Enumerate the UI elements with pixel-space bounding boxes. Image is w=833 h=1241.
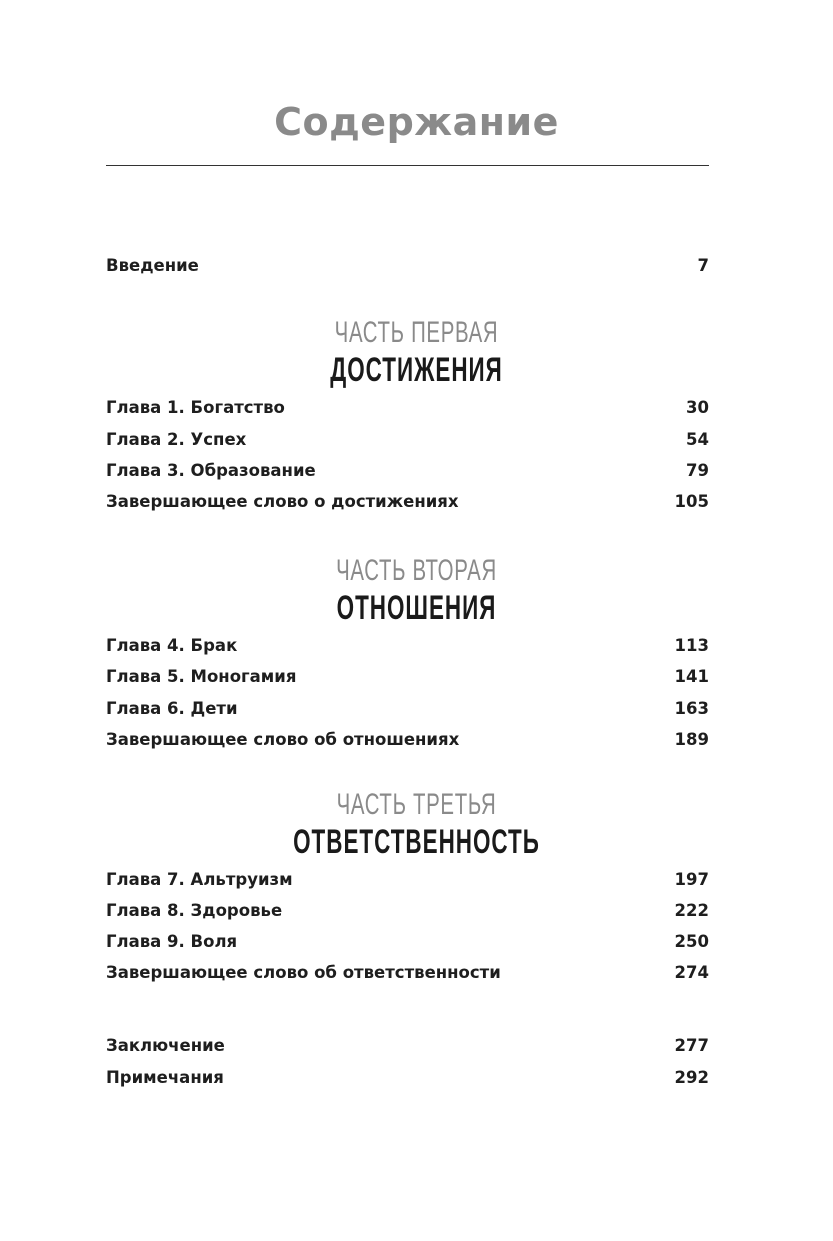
page-title: Содержание: [274, 100, 559, 144]
toc-entry-page: 189: [674, 729, 709, 749]
toc-entry-label: Завершающее слово об отношениях: [106, 729, 460, 749]
toc-entry-chapter-5[interactable]: [106, 663, 709, 689]
toc-entry-part-1-afterword[interactable]: [106, 488, 709, 514]
toc-entry-label: Примечания: [106, 1067, 224, 1087]
part-3-title: ОТВЕТСТВЕННОСТЬ: [293, 823, 540, 861]
toc-entry-label: Глава 8. Здоровье: [106, 900, 283, 920]
toc-entry-label: Завершающее слово о достижениях: [106, 491, 459, 511]
toc-entry-chapter-6[interactable]: [106, 695, 709, 721]
toc-entry-page: 250: [674, 931, 709, 951]
toc-entry-chapter-7[interactable]: [106, 866, 709, 892]
toc-entry-page: 54: [686, 429, 709, 449]
toc-entry-page: 7: [697, 255, 709, 275]
toc-entry-label: Глава 7. Альтруизм: [106, 869, 293, 889]
toc-entry-page: 274: [674, 962, 709, 982]
part-3-label: ЧАСТЬ ТРЕТЬЯ: [336, 788, 497, 821]
toc-entry-chapter-2[interactable]: [106, 426, 709, 452]
toc-entry-page: 222: [674, 900, 709, 920]
toc-entry-introduction[interactable]: [106, 252, 709, 278]
toc-entry-page: 113: [674, 635, 709, 655]
title-divider: [106, 165, 709, 166]
toc-entry-page: 30: [686, 397, 709, 417]
part-1-label: ЧАСТЬ ПЕРВАЯ: [334, 316, 499, 349]
toc-entry-page: 292: [674, 1067, 709, 1087]
toc-entry-label: Глава 9. Воля: [106, 931, 238, 951]
toc-entry-label: Глава 3. Образование: [106, 460, 316, 480]
toc-entry-part-3-afterword[interactable]: [106, 959, 709, 985]
toc-entry-page: 277: [674, 1035, 709, 1055]
toc-entry-chapter-3[interactable]: [106, 457, 709, 483]
toc-entry-page: 105: [674, 491, 709, 511]
toc-entry-conclusion[interactable]: [106, 1032, 709, 1058]
toc-entry-page: 79: [686, 460, 709, 480]
toc-entry-chapter-1[interactable]: [106, 394, 709, 420]
part-1-title: ДОСТИЖЕНИЯ: [330, 351, 503, 389]
toc-entry-label: Глава 6. Дети: [106, 698, 238, 718]
part-2-label: ЧАСТЬ ВТОРАЯ: [336, 554, 497, 587]
toc-entry-label: Глава 5. Моногамия: [106, 666, 297, 686]
toc-entry-part-2-afterword[interactable]: [106, 726, 709, 752]
toc-entry-label: Глава 2. Успех: [106, 429, 247, 449]
toc-entry-page: 141: [674, 666, 709, 686]
toc-entry-label: Глава 4. Брак: [106, 635, 238, 655]
toc-entry-notes[interactable]: [106, 1064, 709, 1090]
toc-entry-chapter-4[interactable]: [106, 632, 709, 658]
part-2-title: ОТНОШЕНИЯ: [336, 589, 497, 627]
toc-entry-page: 163: [674, 698, 709, 718]
toc-entry-chapter-8[interactable]: [106, 897, 709, 923]
toc-entry-label: Завершающее слово об ответственности: [106, 962, 501, 982]
toc-entry-label: Заключение: [106, 1035, 225, 1055]
toc-entry-label: Введение: [106, 255, 199, 275]
toc-entry-page: 197: [674, 869, 709, 889]
toc-entry-chapter-9[interactable]: [106, 928, 709, 954]
toc-entry-label: Глава 1. Богатство: [106, 397, 285, 417]
